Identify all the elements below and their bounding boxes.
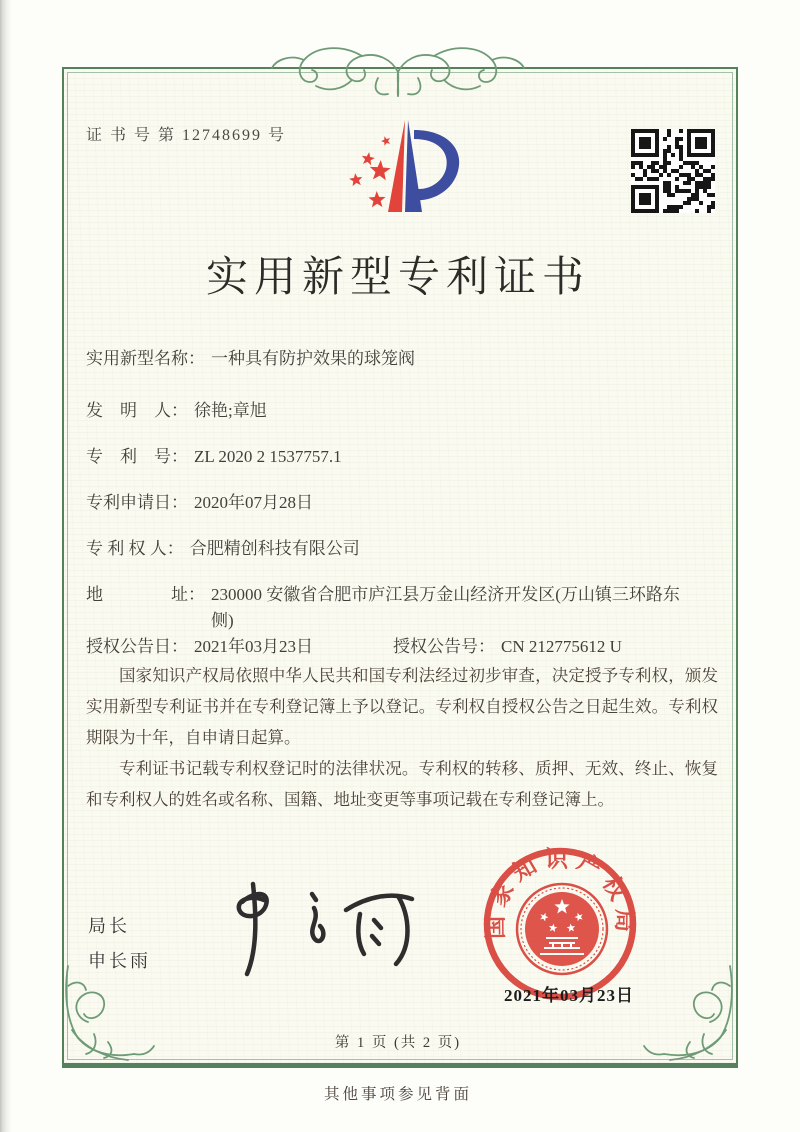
field-inventor <box>86 398 720 424</box>
seal-text: 国家知识产权局 <box>482 846 638 940</box>
page-number: 第 1 页 (共 2 页) <box>334 1035 462 1051</box>
scan-edge-shadow <box>0 0 12 1132</box>
field-patent-number <box>86 444 720 470</box>
field-label: 地 址： <box>86 585 205 604</box>
certificate-number: 证 书 号 第 12748699 号 <box>86 127 287 144</box>
legal-paragraph-1: 国家知识产权局依照中华人民共和国专利法经过初步审查，决定授予专利权，颁发实用新型专利证书并在专利登记簿上予以登记。专利权自授权公告之日起生效。专利权期限为十年，自申请日起算。 <box>86 666 718 747</box>
field-label: 专利申请日： <box>86 493 188 512</box>
legal-text-block <box>86 660 718 815</box>
cnipa-logo-icon <box>334 108 484 236</box>
field-value: 2021年03月23日 <box>194 637 313 656</box>
officer-name: 申长雨 <box>88 951 151 971</box>
field-value: ZL 2020 2 1537757.1 <box>194 447 342 466</box>
qr-code <box>631 129 715 213</box>
field-value: CN 212775612 U <box>501 637 622 656</box>
field-filing-date <box>86 490 720 516</box>
field-utility-model-name <box>86 346 720 372</box>
field-label: 实用新型名称： <box>86 349 205 368</box>
field-value: 2020年07月28日 <box>194 493 313 512</box>
officer-title: 局长 <box>88 916 130 936</box>
field-value: 徐艳;章旭 <box>194 401 267 420</box>
legal-paragraph-2: 专利证书记载专利权登记时的法律状况。专利权的转移、质押、无效、终止、恢复和专利权人的姓名或名称、国籍、地址变更等事项记载在专利登记簿上。 <box>86 759 718 809</box>
field-grant-row <box>86 634 720 660</box>
field-label: 专 利 号： <box>86 447 188 466</box>
field-value: 一种具有防护效果的球笼阀 <box>211 349 415 368</box>
certificate-title: 实用新型专利证书 <box>205 255 590 301</box>
shen-changyu-signature-icon <box>212 872 437 990</box>
field-value: 合肥精创科技有限公司 <box>189 539 360 558</box>
field-label: 发 明 人： <box>86 401 188 420</box>
seal-date: 2021年03月23日 <box>504 986 634 1005</box>
field-value: 230000 安徽省合肥市庐江县万金山经济开发区(万山镇三环路东侧) <box>211 585 680 630</box>
field-patentee <box>86 536 720 562</box>
field-label: 授权公告日： <box>86 637 188 656</box>
field-grant-number <box>393 634 622 660</box>
field-label: 专 利 权 人： <box>86 539 184 558</box>
back-side-note: 其他事项参见背面 <box>323 1086 472 1103</box>
top-flourish-ornament-icon <box>268 38 528 100</box>
field-address <box>86 582 720 634</box>
field-label: 授权公告号： <box>393 637 495 656</box>
